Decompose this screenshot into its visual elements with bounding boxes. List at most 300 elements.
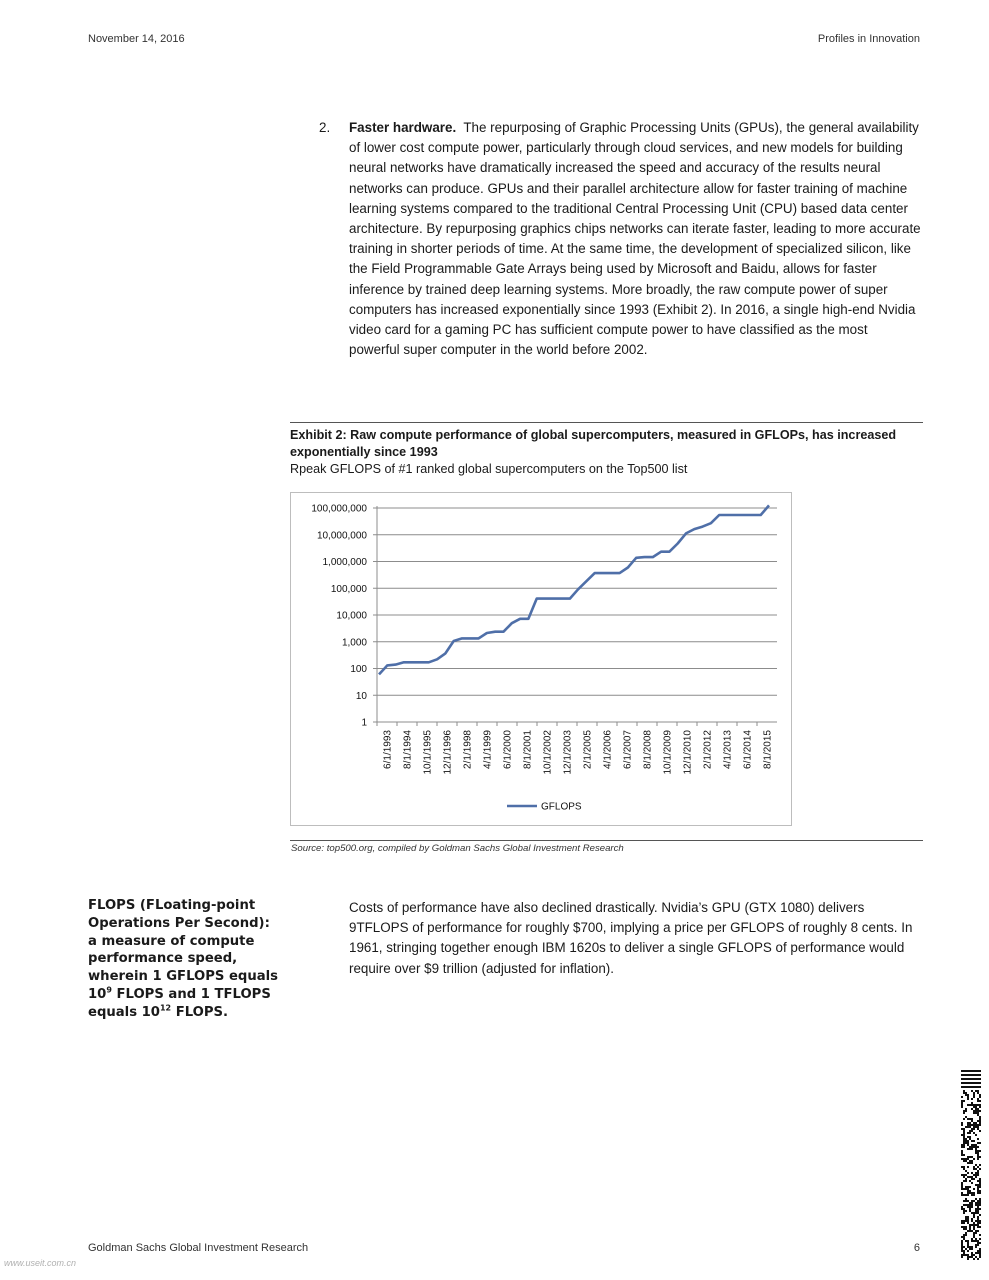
barcode-module [967, 1186, 969, 1188]
barcode-module [961, 1086, 963, 1088]
barcode-module [963, 1194, 965, 1196]
barcode-module [977, 1216, 979, 1218]
barcode-module [979, 1124, 981, 1126]
barcode-module [973, 1212, 975, 1214]
barcode-module [961, 1070, 963, 1072]
barcode-module [969, 1226, 971, 1228]
x-tick-label: 8/1/2001 [522, 730, 534, 769]
barcode-module [971, 1202, 973, 1204]
flops-sidenote [88, 897, 278, 1022]
barcode-module [979, 1200, 981, 1202]
barcode-module [963, 1226, 965, 1228]
barcode-module [967, 1086, 969, 1088]
barcode-module [979, 1120, 981, 1122]
barcode-module [961, 1154, 963, 1156]
barcode-module [979, 1168, 981, 1170]
barcode-module [977, 1128, 979, 1130]
x-tick-label: 8/1/2008 [642, 730, 654, 769]
barcode-module [975, 1184, 977, 1186]
barcode-module [969, 1074, 971, 1076]
barcode-module [969, 1246, 971, 1248]
barcode-module [975, 1104, 977, 1106]
barcode-module [963, 1208, 965, 1210]
barcode-module [979, 1252, 981, 1254]
barcode-module [961, 1152, 963, 1154]
barcode-module [975, 1220, 977, 1222]
barcode-module [965, 1216, 967, 1218]
barcode-module [965, 1140, 967, 1142]
barcode-module [973, 1106, 975, 1108]
barcode-module [967, 1204, 969, 1206]
exhibit-title: Exhibit 2: Raw compute performance of global supercomputers, measured in GFLOPs, has increased exponentially since 1993 [290, 428, 897, 459]
barcode-module [961, 1146, 963, 1148]
barcode-module [979, 1086, 981, 1088]
barcode-module [973, 1092, 975, 1094]
barcode-module [963, 1134, 965, 1136]
barcode-module [961, 1186, 963, 1188]
barcode-module [973, 1140, 975, 1142]
barcode-module [961, 1074, 963, 1076]
barcode-module [963, 1128, 965, 1130]
barcode-module [973, 1188, 975, 1190]
x-tick-label: 2/1/2005 [582, 730, 594, 769]
barcode-module [979, 1150, 981, 1152]
exhibit-heading [290, 422, 923, 478]
barcode-module [975, 1164, 977, 1166]
barcode-module [967, 1070, 969, 1072]
barcode-module [969, 1122, 971, 1124]
barcode-module [961, 1144, 963, 1146]
barcode-module [969, 1204, 971, 1206]
y-tick-label: 10 [355, 690, 367, 702]
barcode-module [963, 1204, 965, 1206]
barcode-module [965, 1126, 967, 1128]
x-tick-label: 10/1/2002 [542, 730, 554, 775]
barcode-module [977, 1114, 979, 1116]
barcode-module [971, 1102, 973, 1104]
barcode-module [973, 1214, 975, 1216]
barcode-module [979, 1242, 981, 1244]
barcode-module [971, 1118, 973, 1120]
barcode-module [963, 1200, 965, 1202]
chart [290, 492, 792, 826]
barcode-module [965, 1240, 967, 1242]
barcode-module [975, 1204, 977, 1206]
barcode-module [977, 1218, 979, 1220]
barcode-module [965, 1108, 967, 1110]
barcode-module [969, 1156, 971, 1158]
barcode-module [965, 1228, 967, 1230]
y-tick-label: 100,000,000 [311, 503, 367, 515]
barcode-module [971, 1148, 973, 1150]
barcode-module [961, 1222, 963, 1224]
barcode-module [971, 1230, 973, 1232]
barcode-module [971, 1248, 973, 1250]
barcode-module [965, 1110, 967, 1112]
barcode-module [975, 1176, 977, 1178]
barcode-module [979, 1198, 981, 1200]
barcode-module [971, 1082, 973, 1084]
barcode-module [971, 1212, 973, 1214]
barcode-module [971, 1240, 973, 1242]
barcode-module [963, 1254, 965, 1256]
header-date: November 14, 2016 [88, 33, 185, 45]
barcode-module [967, 1074, 969, 1076]
barcode-module [967, 1188, 969, 1190]
barcode-module [967, 1162, 969, 1164]
barcode-module [961, 1182, 963, 1184]
barcode-module [969, 1130, 971, 1132]
barcode-module [969, 1148, 971, 1150]
sidenote-part-3: FLOPS. [171, 1004, 229, 1020]
barcode-module [961, 1250, 963, 1252]
barcode-module [965, 1178, 967, 1180]
barcode-module [963, 1180, 965, 1182]
barcode-module [965, 1186, 967, 1188]
barcode-module [965, 1082, 967, 1084]
barcode-module [963, 1140, 965, 1142]
barcode-module [975, 1082, 977, 1084]
barcode-module [971, 1238, 973, 1240]
barcode-module [965, 1138, 967, 1140]
y-tick-label: 1,000 [341, 637, 367, 649]
barcode-module [963, 1070, 965, 1072]
barcode-module [977, 1146, 979, 1148]
barcode-module [975, 1246, 977, 1248]
barcode-module [969, 1230, 971, 1232]
barcode-module [977, 1166, 979, 1168]
barcode-module [961, 1104, 963, 1106]
barcode-module [961, 1192, 963, 1194]
barcode-module [963, 1168, 965, 1170]
barcode-module [971, 1220, 973, 1222]
barcode-module [975, 1208, 977, 1210]
barcode-module [967, 1142, 969, 1144]
barcode-module [977, 1220, 979, 1222]
exhibit-source: Source: top500.org, compiled by Goldman Sachs Global Investment Research [291, 843, 624, 854]
barcode-module [977, 1184, 979, 1186]
barcode-module [971, 1162, 973, 1164]
barcode-module [969, 1256, 971, 1258]
barcode-module [965, 1116, 967, 1118]
barcode-module [965, 1174, 967, 1176]
barcode-module [977, 1070, 979, 1072]
barcode-module [979, 1110, 981, 1112]
barcode-module [965, 1198, 967, 1200]
barcode-module [971, 1224, 973, 1226]
barcode-module [961, 1240, 963, 1242]
barcode-module [975, 1224, 977, 1226]
barcode-module [977, 1190, 979, 1192]
barcode-module [973, 1216, 975, 1218]
barcode-module [967, 1200, 969, 1202]
barcode-module [973, 1086, 975, 1088]
x-tick-label: 12/1/2003 [562, 730, 574, 775]
barcode-module [973, 1224, 975, 1226]
barcode-module [963, 1222, 965, 1224]
barcode-module [971, 1144, 973, 1146]
barcode-module [975, 1232, 977, 1234]
barcode-module [979, 1250, 981, 1252]
barcode-module [973, 1258, 975, 1260]
barcode-module [967, 1176, 969, 1178]
barcode-module [973, 1070, 975, 1072]
barcode-module [979, 1130, 981, 1132]
barcode-module [963, 1144, 965, 1146]
x-tick-label: 2/1/2012 [702, 730, 714, 769]
barcode-module [961, 1102, 963, 1104]
barcode-module [979, 1118, 981, 1120]
barcode-module [969, 1124, 971, 1126]
barcode-module [963, 1238, 965, 1240]
barcode-module [961, 1248, 963, 1250]
barcode-module [975, 1168, 977, 1170]
barcode-module [961, 1208, 963, 1210]
barcode-module [967, 1122, 969, 1124]
barcode-module [967, 1220, 969, 1222]
barcode-module [965, 1158, 967, 1160]
barcode-module [977, 1112, 979, 1114]
barcode-module [979, 1220, 981, 1222]
barcode-module [963, 1252, 965, 1254]
barcode-module [977, 1108, 979, 1110]
barcode-module [967, 1206, 969, 1208]
barcode-module [961, 1246, 963, 1248]
series-line-gflops [379, 505, 769, 674]
barcode-module [961, 1188, 963, 1190]
barcode-module [979, 1180, 981, 1182]
barcode-module [961, 1242, 963, 1244]
barcode-module [963, 1246, 965, 1248]
barcode-module [965, 1078, 967, 1080]
barcode-module [979, 1070, 981, 1072]
barcode-module [973, 1146, 975, 1148]
barcode-module [975, 1152, 977, 1154]
barcode-module [967, 1132, 969, 1134]
barcode-module [975, 1106, 977, 1108]
exhibit-subtitle: Rpeak GFLOPS of #1 ranked global supercomputers on the Top500 list [290, 462, 688, 476]
barcode-module [967, 1124, 969, 1126]
barcode-module [977, 1250, 979, 1252]
barcode-module [975, 1070, 977, 1072]
barcode-module [975, 1108, 977, 1110]
barcode-module [973, 1124, 975, 1126]
barcode-module [975, 1144, 977, 1146]
barcode-module [963, 1086, 965, 1088]
barcode-module [977, 1138, 979, 1140]
barcode-module [979, 1116, 981, 1118]
barcode-module [973, 1228, 975, 1230]
barcode-module [975, 1124, 977, 1126]
barcode-module [961, 1236, 963, 1238]
barcode-module [971, 1192, 973, 1194]
barcode-module [967, 1118, 969, 1120]
barcode-module [977, 1224, 979, 1226]
barcode-module [971, 1070, 973, 1072]
barcode-module [977, 1202, 979, 1204]
barcode-module [977, 1124, 979, 1126]
barcode-module [963, 1074, 965, 1076]
barcode-module [977, 1126, 979, 1128]
barcode-module [977, 1082, 979, 1084]
barcode-module [977, 1210, 979, 1212]
barcode-module [975, 1202, 977, 1204]
barcode-module [965, 1142, 967, 1144]
barcode-module [975, 1086, 977, 1088]
barcode-module [961, 1254, 963, 1256]
barcode-module [979, 1106, 981, 1108]
item-lead: Faster hardware. [349, 120, 457, 135]
barcode-module [975, 1122, 977, 1124]
barcode-module [971, 1172, 973, 1174]
barcode-module [979, 1104, 981, 1106]
barcode-module [973, 1094, 975, 1096]
barcode-module [975, 1148, 977, 1150]
barcode-module [961, 1174, 963, 1176]
barcode-module [975, 1210, 977, 1212]
barcode-module [973, 1126, 975, 1128]
barcode-module [975, 1212, 977, 1214]
barcode-module [973, 1132, 975, 1134]
barcode-module [967, 1244, 969, 1246]
barcode-module [961, 1134, 963, 1136]
barcode-module [965, 1254, 967, 1256]
barcode-module [967, 1156, 969, 1158]
sidenote-exponent-1: 9 [106, 985, 112, 995]
barcode-module [975, 1090, 977, 1092]
barcode-module [969, 1210, 971, 1212]
barcode-module [971, 1194, 973, 1196]
barcode-module [973, 1166, 975, 1168]
barcode-module [963, 1138, 965, 1140]
barcode-module [967, 1126, 969, 1128]
barcode-module [969, 1136, 971, 1138]
barcode-module [961, 1256, 963, 1258]
barcode-module [961, 1226, 963, 1228]
barcode-module [973, 1112, 975, 1114]
barcode-module [963, 1210, 965, 1212]
barcode-module [979, 1222, 981, 1224]
barcode-module [969, 1202, 971, 1204]
barcode-module [967, 1166, 969, 1168]
barcode-module [975, 1074, 977, 1076]
barcode-module [969, 1248, 971, 1250]
barcode-module [971, 1140, 973, 1142]
barcode-module [971, 1156, 973, 1158]
barcode-module [975, 1252, 977, 1254]
barcode-module [977, 1086, 979, 1088]
barcode-module [973, 1232, 975, 1234]
barcode-module [963, 1236, 965, 1238]
barcode-module [979, 1256, 981, 1258]
barcode-module [965, 1204, 967, 1206]
barcode-module [969, 1146, 971, 1148]
barcode-module [967, 1094, 969, 1096]
barcode-module [977, 1242, 979, 1244]
barcode-module [963, 1118, 965, 1120]
barcode-module [979, 1082, 981, 1084]
barcode-module [967, 1190, 969, 1192]
barcode-module [977, 1212, 979, 1214]
barcode-module [973, 1074, 975, 1076]
barcode-module [977, 1078, 979, 1080]
barcode-module [971, 1120, 973, 1122]
barcode-module [977, 1226, 979, 1228]
barcode-module [975, 1256, 977, 1258]
barcode-module [973, 1122, 975, 1124]
barcode-module [977, 1098, 979, 1100]
barcode-module [977, 1100, 979, 1102]
barcode-module [977, 1110, 979, 1112]
barcode-module [971, 1256, 973, 1258]
barcode-module [967, 1246, 969, 1248]
barcode-module [971, 1098, 973, 1100]
x-tick-label: 2/1/1998 [462, 730, 474, 769]
barcode-module [969, 1206, 971, 1208]
barcode-module [977, 1252, 979, 1254]
barcode-module [969, 1186, 971, 1188]
barcode-module [975, 1146, 977, 1148]
barcode-module [977, 1206, 979, 1208]
barcode-module [965, 1200, 967, 1202]
barcode-module [971, 1104, 973, 1106]
sidenote-part-2: FLOPS and 1 TFLOPS equals 10 [88, 986, 271, 1020]
barcode-module [969, 1132, 971, 1134]
barcode-module [969, 1192, 971, 1194]
barcode-module [979, 1214, 981, 1216]
barcode-module [979, 1078, 981, 1080]
barcode-module [961, 1100, 963, 1102]
barcode-module [967, 1192, 969, 1194]
barcode-module [971, 1090, 973, 1092]
barcode-module [973, 1104, 975, 1106]
barcode-module [979, 1254, 981, 1256]
barcode-module [977, 1090, 979, 1092]
y-tick-label: 100 [350, 664, 367, 675]
barcode-module [971, 1176, 973, 1178]
barcode-module [975, 1150, 977, 1152]
barcode-module [979, 1202, 981, 1204]
x-tick-label: 12/1/1996 [442, 730, 454, 775]
barcode-module [961, 1206, 963, 1208]
barcode-module [965, 1170, 967, 1172]
barcode-module [965, 1194, 967, 1196]
barcode-module [965, 1234, 967, 1236]
page-number: 6 [913, 1242, 920, 1254]
barcode-module [963, 1188, 965, 1190]
barcode-module [971, 1204, 973, 1206]
barcode-module [979, 1234, 981, 1236]
barcode-module [965, 1160, 967, 1162]
barcode-module [975, 1198, 977, 1200]
footer-publisher: Goldman Sachs Global Investment Research [88, 1242, 309, 1254]
barcode-module [967, 1144, 969, 1146]
barcode-module [967, 1258, 969, 1260]
barcode-module [977, 1120, 979, 1122]
barcode-module [969, 1082, 971, 1084]
barcode-module [967, 1096, 969, 1098]
barcode-module [973, 1240, 975, 1242]
barcode-module [971, 1200, 973, 1202]
cost-paragraph: Costs of performance have also declined drastically. Nvidia’s GPU (GTX 1080) delivers 9TFLOPS of performance for roughly $700, implying a price per GFLOPS of roughly 8 cents. In 1961, stringing together enough IBM 1620s to deliver a single GFLOPS of performance would require over $9 trillion (adjusted for inflation). [349, 900, 913, 976]
barcode-module [971, 1252, 973, 1254]
barcode-module [971, 1160, 973, 1162]
barcode-module [979, 1178, 981, 1180]
barcode-module [977, 1240, 979, 1242]
barcode-module [965, 1248, 967, 1250]
barcode-module [971, 1206, 973, 1208]
barcode-module [973, 1254, 975, 1256]
